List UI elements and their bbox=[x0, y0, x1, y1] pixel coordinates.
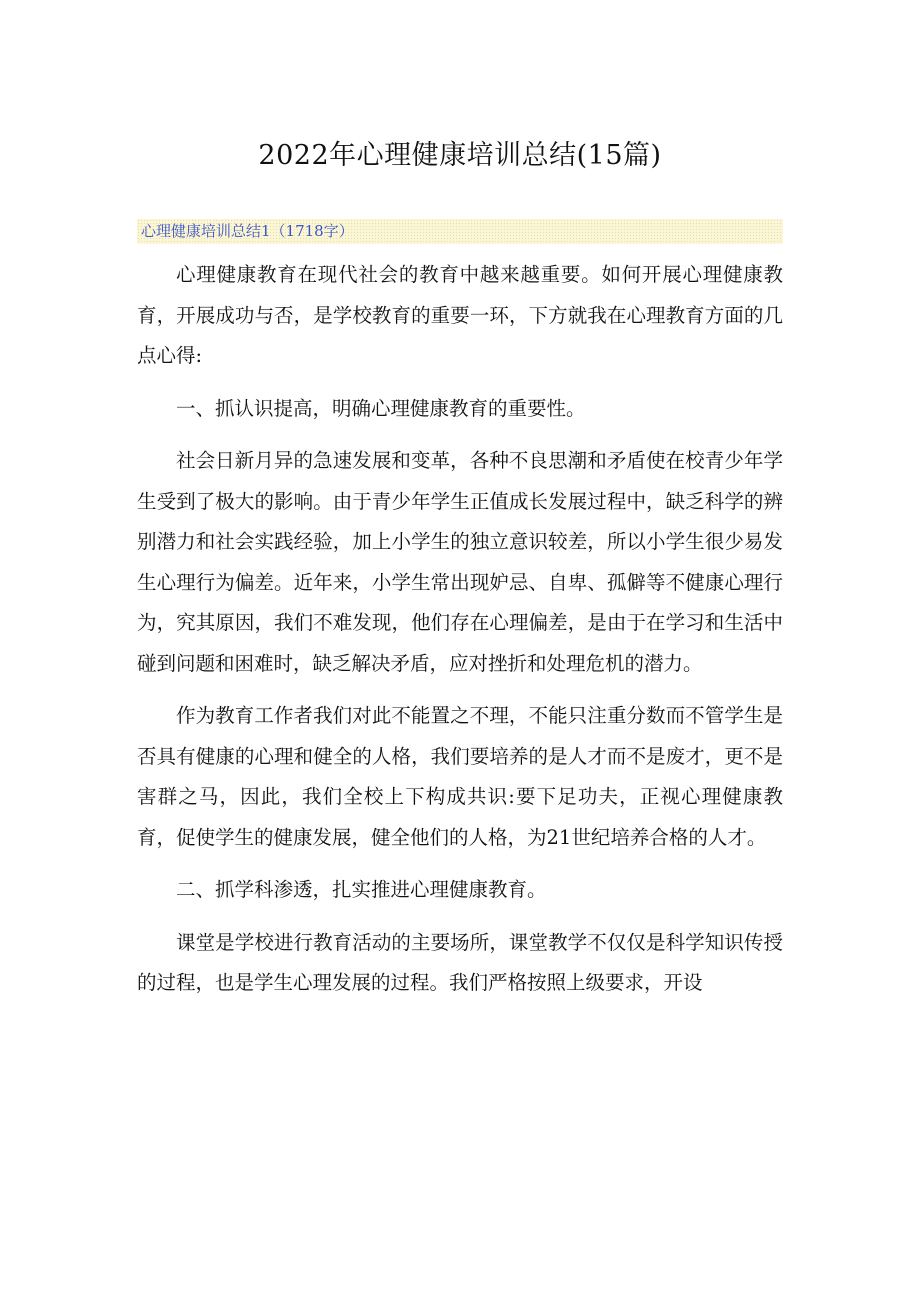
paragraph-society: 社会日新月异的急速发展和变革，各种不良思潮和矛盾使在校青少年学生受到了极大的影响。由于青少年学生正值成长发展过程中，缺乏科学的辨别潜力和社会实践经验，加上小学生的独立意识较差，所以小学生很少易发生心理行为偏差。近年来，小学生常出现妒忌、自卑、孤僻等不健康心理行为，究其原因，我们不难发现，他们存在心理偏差，是由于在学习和生活中碰到问题和困难时，缺乏解决矛盾，应对挫折和处理危机的潜力。 bbox=[137, 449, 783, 675]
document-body bbox=[137, 255, 783, 1016]
paragraph-classroom: 课堂是学校进行教育活动的主要场所，课堂教学不仅仅是科学知识传授的过程，也是学生心理发展的过程。我们严格按照上级要求，开设 bbox=[137, 930, 783, 994]
section-heading-link[interactable]: 心理健康培训总结1（1718字） bbox=[137, 219, 783, 244]
paragraph-intro: 心理健康教育在现代社会的教育中越来越重要。如何开展心理健康教育，开展成功与否，是学校教育的重要一环，下方就我在心理教育方面的几点心得: bbox=[137, 263, 783, 367]
paragraph-heading-two: 二、抓学科渗透，扎实推进心理健康教育。 bbox=[176, 878, 547, 901]
document-title: 2022年心理健康培训总结(15篇) bbox=[258, 140, 662, 171]
paragraph-heading-one: 一、抓认识提高，明确心理健康教育的重要性。 bbox=[176, 396, 586, 420]
paragraph-educators: 作为教育工作者我们对此不能置之不理，不能只注重分数而不管学生是否具有健康的心理和健全的人格，我们要培养的是人才而不是废才，更不是害群之马，因此，我们全校上下构成共识:要下足功夫，正视心理健康教育，促使学生的健康发展，健全他们的人格，为21世纪培养合格的人才。 bbox=[137, 704, 783, 849]
